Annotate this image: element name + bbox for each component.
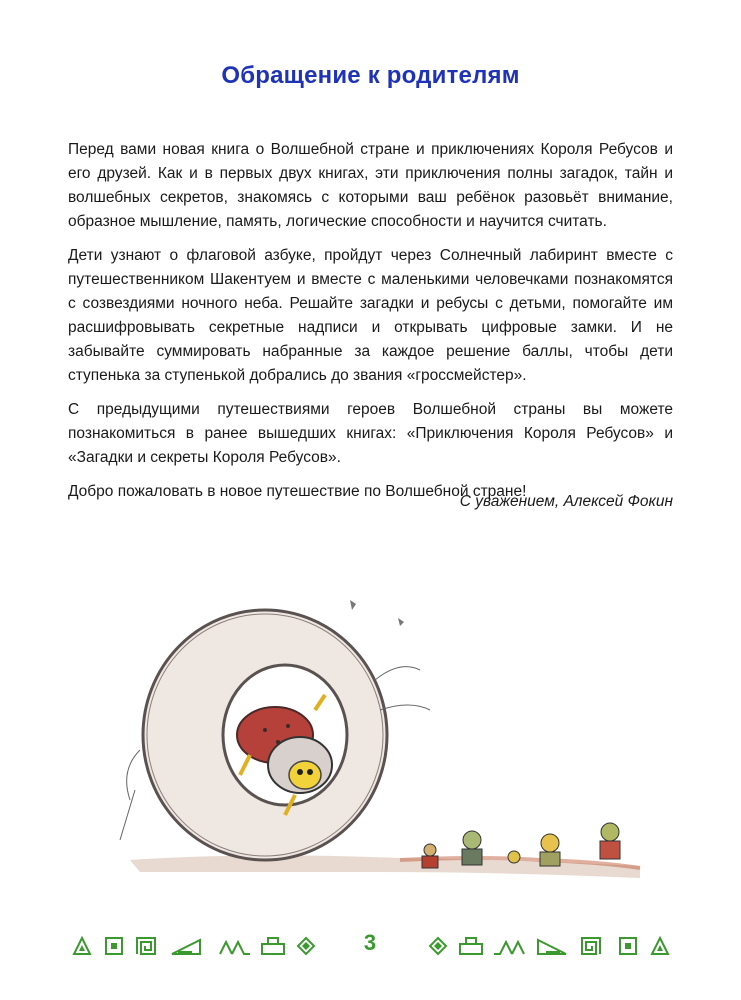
paragraph-4: Добро пожаловать в новое путешествие по Волшебной стране! (68, 483, 527, 500)
wedge-ornament-icon (170, 936, 202, 956)
paragraph-3: С предыдущими путешествиями героев Волшебной страны вы можете познакомиться в ранее вышедших книгах: «Приключения Короля Ребусов» и «Загадки и секреты Короля Ребусов». (68, 401, 673, 466)
wedge-ornament-icon (536, 936, 568, 956)
block-ornament-icon (458, 936, 484, 956)
square-ornament-icon (104, 936, 124, 956)
page-title: Обращение к родителям (221, 62, 520, 89)
spiral-ornament-icon (135, 936, 157, 956)
page-number: 3 (363, 930, 377, 955)
rolling-wheel-illustration-icon (100, 560, 660, 900)
triangle-ornament-icon (650, 936, 670, 956)
triangle-ornament-icon (72, 936, 92, 956)
spiral-ornament-icon (580, 936, 602, 956)
signature: С уважением, Алексей Фокин (459, 493, 673, 510)
wave-ornament-icon (218, 936, 252, 956)
paragraph-2: Дети узнают о флаговой азбуке, пройдут через Солнечный лабиринт вместе с путешественником Шакентуем и вместе с маленькими человечками познакомятся с созвездиями ночного неба. Решайте загадки и ребусы с детьми, помогайте им расшифровывать секретные надписи и открывать цифровые замки. И не забывайте суммировать набранные за каждое решение баллы, чтобы дети ступенька за ступенькой добрались до звания «гроссмейстер». (68, 247, 673, 384)
crystal-ornament-icon (296, 936, 316, 956)
body-text (68, 138, 673, 514)
square-ornament-icon (618, 936, 638, 956)
wave-ornament-icon (492, 936, 526, 956)
block-ornament-icon (260, 936, 286, 956)
paragraph-1: Перед вами новая книга о Волшебной стране и приключениях Короля Ребусов и его друзей. Как и в первых двух книгах, эти приключения полны загадок, тайн и волшебных секретов, знакомясь с которыми ваш ребёнок разовьёт внимание, образное мышление, память, логические способности и научится считать. (68, 141, 673, 230)
crystal-ornament-icon (428, 936, 448, 956)
